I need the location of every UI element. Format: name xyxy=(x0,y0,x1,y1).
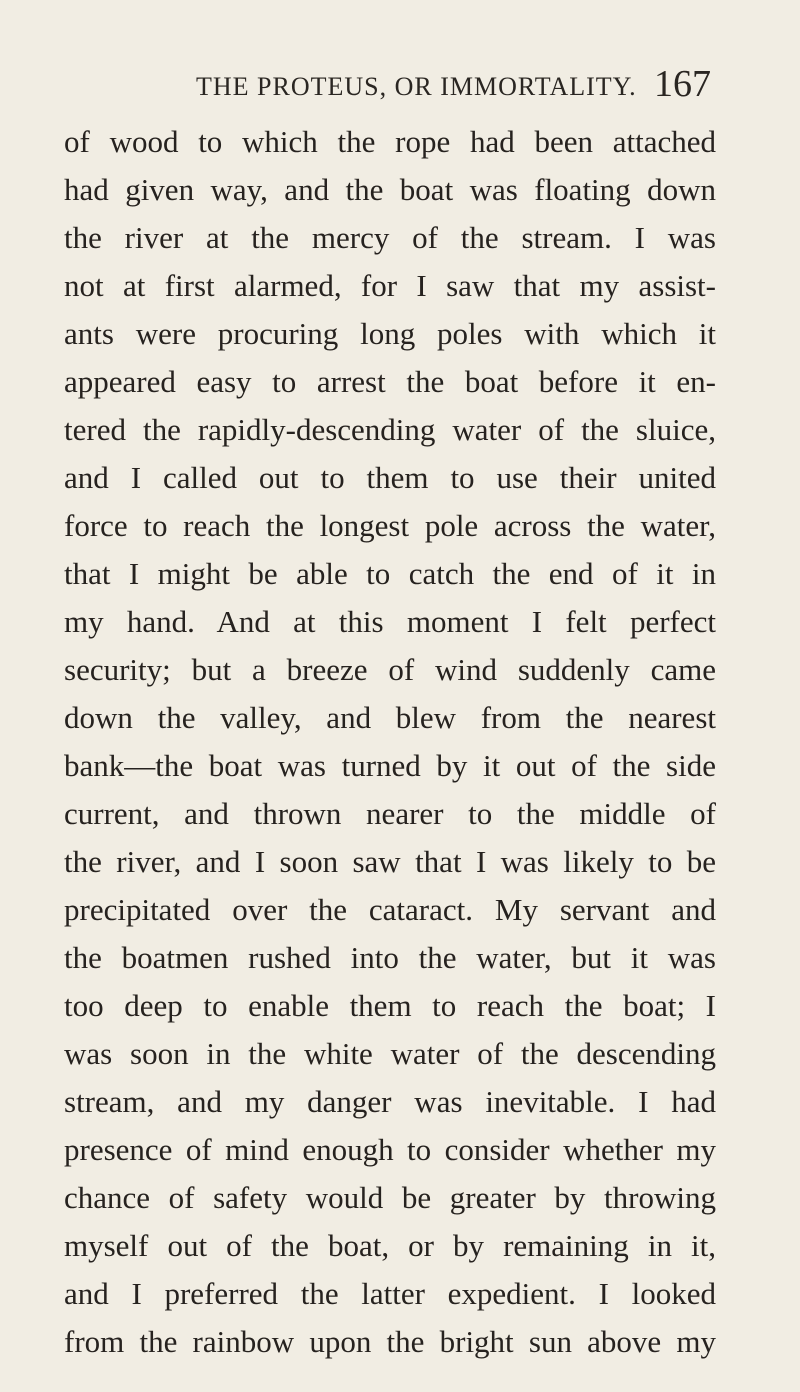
text-line: and I called out to them to use their united xyxy=(64,460,716,495)
text-line: stream, and my danger was inevitable. I had xyxy=(64,1084,716,1119)
text-line: too deep to enable them to reach the boat; I xyxy=(64,988,716,1023)
text-line: chance of safety would be greater by throwing xyxy=(64,1180,716,1215)
text-line: precipitated over the cataract. My servant and xyxy=(64,892,716,927)
text-line: from the rainbow upon the bright sun above my xyxy=(64,1324,716,1359)
text-line: current, and thrown nearer to the middle of xyxy=(64,796,716,831)
text-line: appeared easy to arrest the boat before it en- xyxy=(64,364,716,399)
text-line: force to reach the longest pole across the water, xyxy=(64,508,716,543)
text-line: down the valley, and blew from the nearest xyxy=(64,700,716,735)
text-line: ants were procuring long poles with which it xyxy=(64,316,716,351)
text-line: the boatmen rushed into the water, but it was xyxy=(64,940,716,975)
text-line: tered the rapidly-descending water of the sluice, xyxy=(64,412,716,447)
text-line: had given way, and the boat was floating down xyxy=(64,172,716,207)
page-number: 167 xyxy=(654,63,711,105)
text-line: security; but a breeze of wind suddenly came xyxy=(64,652,716,687)
text-line: was soon in the white water of the descending xyxy=(64,1036,716,1071)
running-head: THE PROTEUS, OR IMMORTALITY. xyxy=(196,72,637,101)
text-line: not at first alarmed, for I saw that my assist- xyxy=(64,268,716,303)
text-line: the river, and I soon saw that I was likely to be xyxy=(64,844,716,879)
text-line: the river at the mercy of the stream. I was xyxy=(64,220,716,255)
text-line: of wood to which the rope had been attached xyxy=(64,124,716,159)
text-line: presence of mind enough to consider whether my xyxy=(64,1132,716,1167)
text-line: and I preferred the latter expedient. I looked xyxy=(64,1276,716,1311)
text-line: that I might be able to catch the end of it in xyxy=(64,556,716,591)
text-line: myself out of the boat, or by remaining in it, xyxy=(64,1228,716,1263)
text-line: my hand. And at this moment I felt perfect xyxy=(64,604,716,639)
text-line: bank—the boat was turned by it out of the side xyxy=(64,748,716,783)
